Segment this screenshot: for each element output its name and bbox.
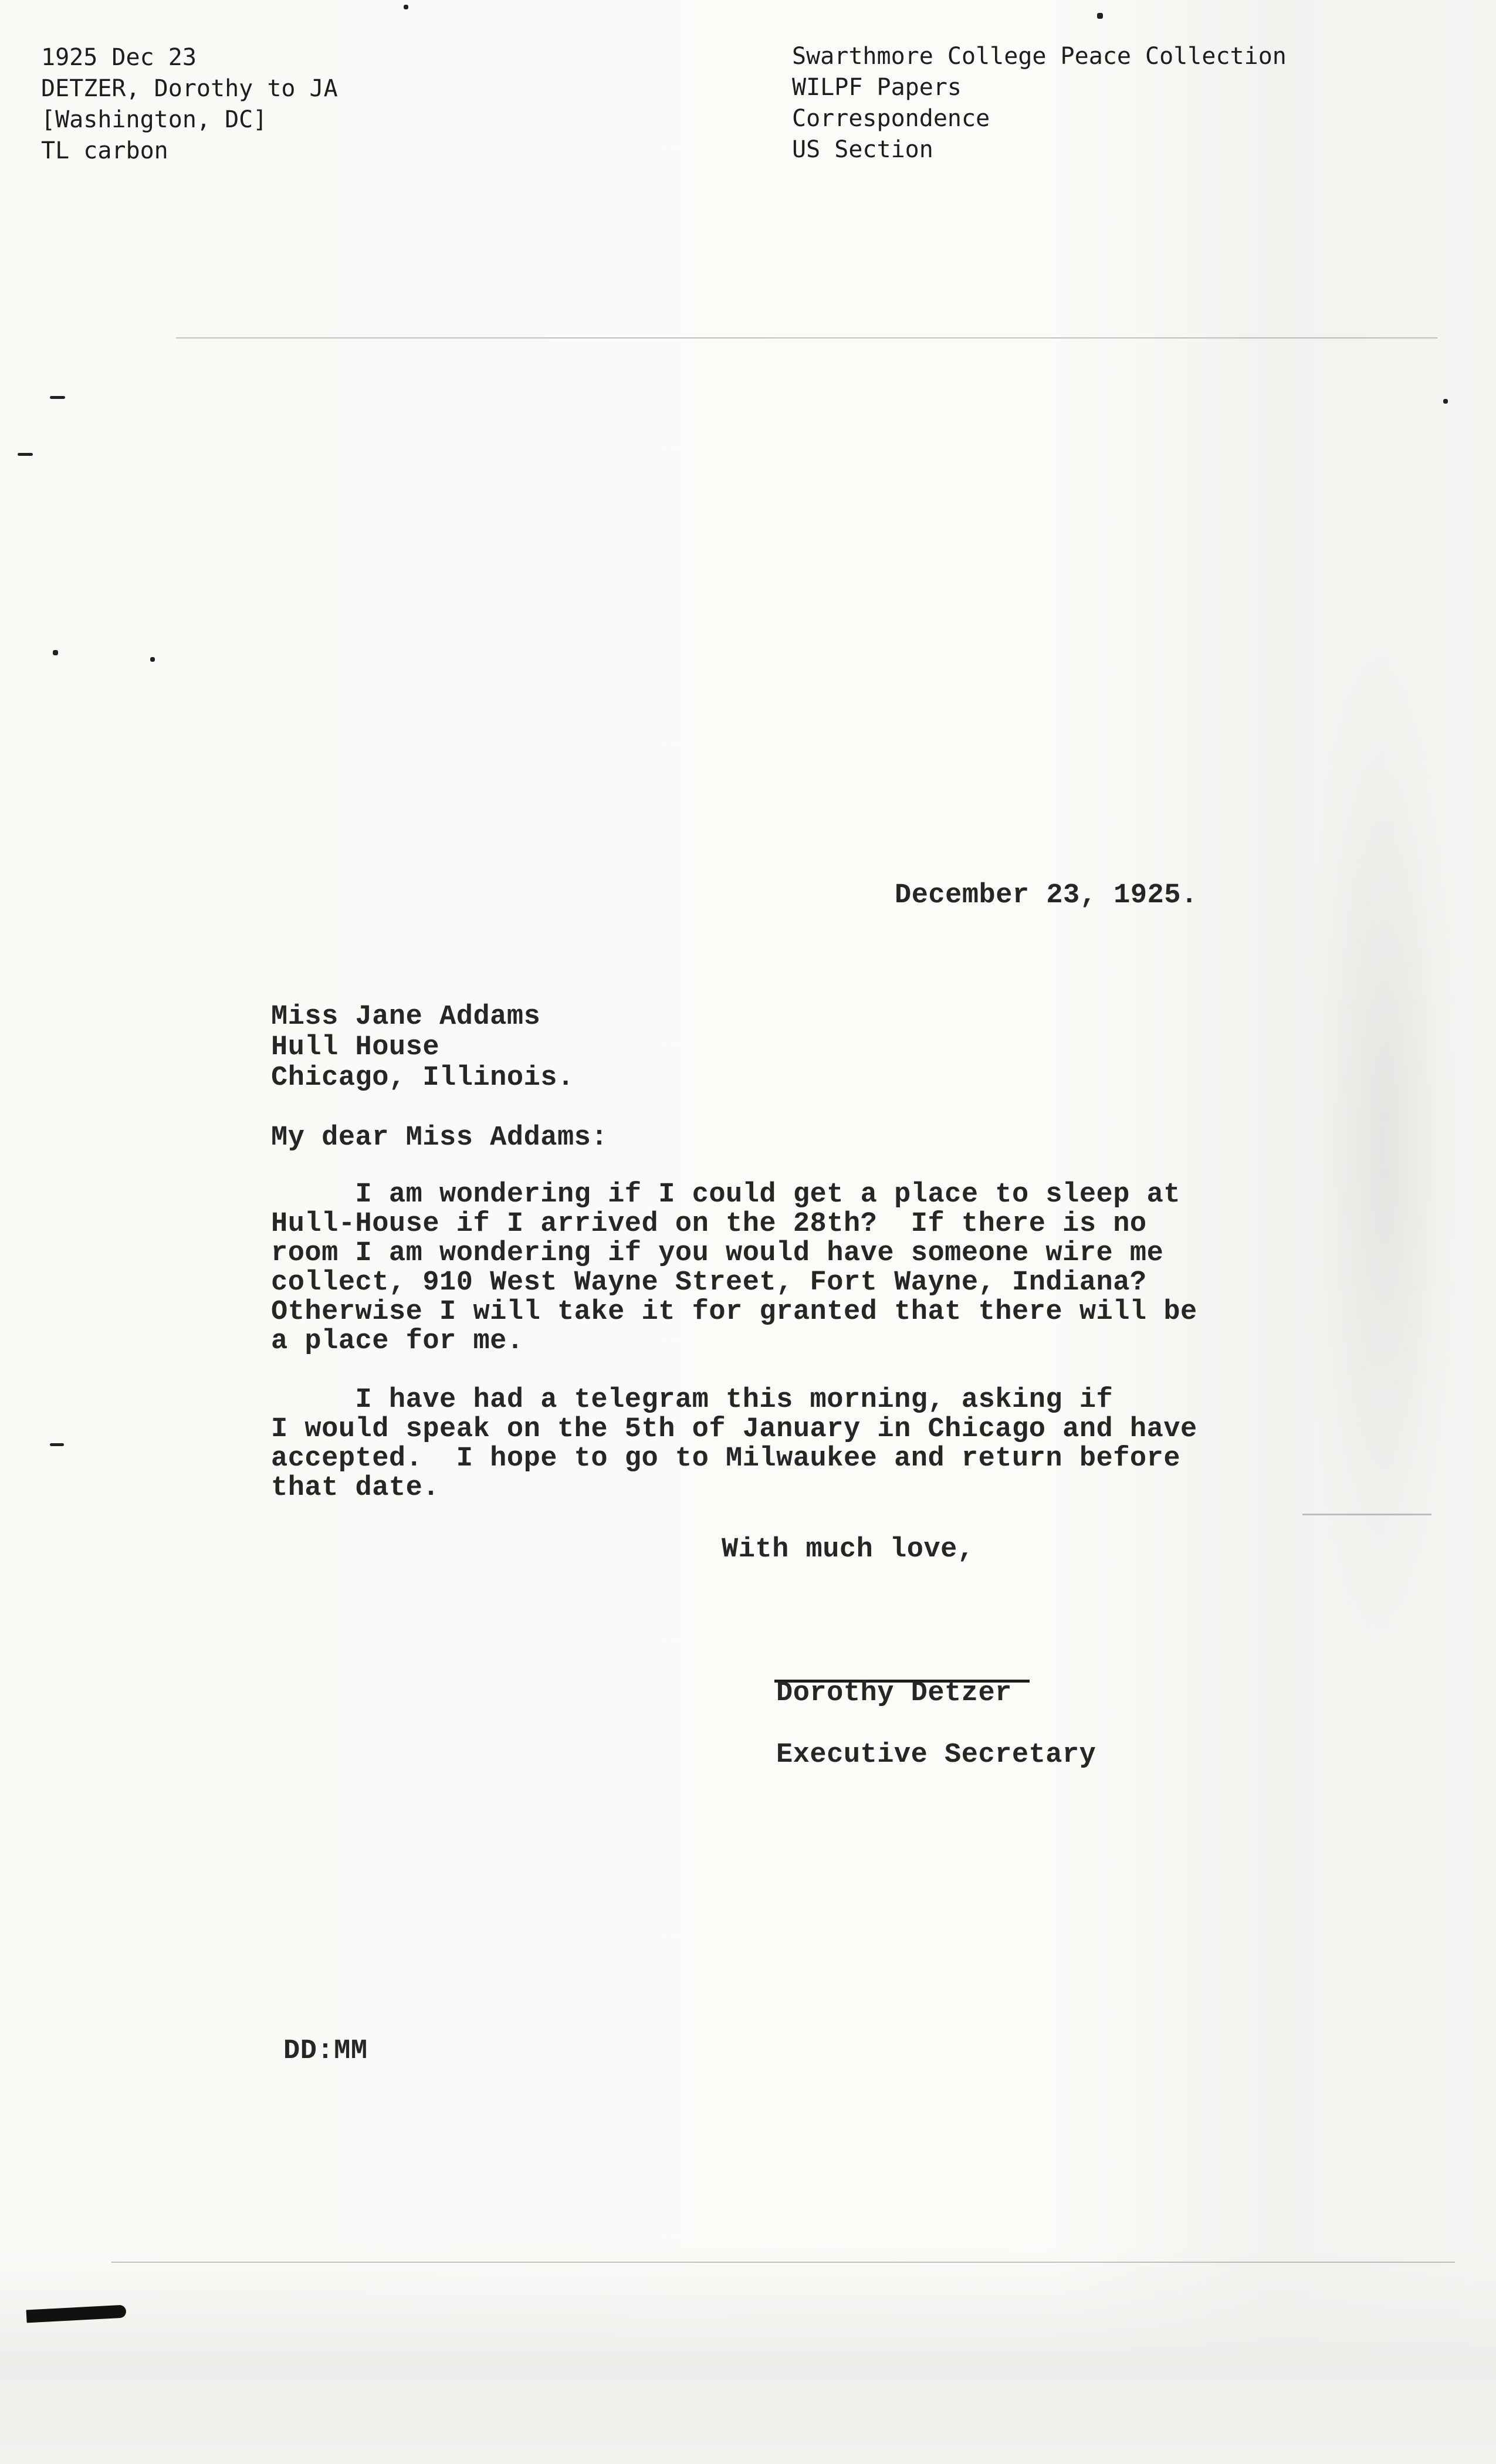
address-line: Chicago, Illinois. bbox=[271, 1062, 574, 1094]
catalog-place: [Washington, DC] bbox=[41, 106, 268, 133]
closing: With much love, bbox=[722, 1534, 974, 1565]
fold-line bbox=[176, 337, 1437, 339]
paragraph-line: room I am wondering if you would have someone wire me bbox=[271, 1238, 1164, 1269]
paragraph-line: I would speak on the 5th of January in Chicago and have bbox=[271, 1414, 1197, 1445]
ink-speck bbox=[404, 5, 408, 9]
catalog-collection: Swarthmore College Peace Collection bbox=[792, 43, 1287, 70]
ink-speck bbox=[150, 657, 155, 662]
body-paragraph-1 bbox=[271, 1180, 1197, 1356]
catalog-doc-type: TL carbon bbox=[41, 137, 168, 164]
catalog-papers: WILPF Papers bbox=[792, 74, 962, 101]
address-line: Miss Jane Addams bbox=[271, 1001, 541, 1033]
ink-speck bbox=[18, 453, 33, 456]
catalog-section: US Section bbox=[792, 136, 933, 163]
fold-line bbox=[1302, 1514, 1431, 1515]
catalog-date: 1925 Dec 23 bbox=[41, 44, 197, 71]
letter-date: December 23, 1925. bbox=[895, 880, 1198, 911]
salutation: My dear Miss Addams: bbox=[271, 1122, 608, 1153]
paragraph-line: accepted. I hope to go to Milwaukee and return before bbox=[271, 1443, 1181, 1474]
address-line: Hull House bbox=[271, 1032, 440, 1063]
ink-speck bbox=[50, 1443, 64, 1446]
signer-title: Executive Secretary bbox=[776, 1739, 1096, 1771]
page-bottom-band bbox=[0, 2247, 1496, 2464]
catalog-label-right bbox=[792, 41, 1287, 165]
catalog-correspondents: DETZER, Dorothy to JA bbox=[41, 75, 338, 102]
paragraph-line: collect, 910 West Wayne Street, Fort Wayne, Indiana? bbox=[271, 1267, 1147, 1298]
paragraph-line: Hull-House if I arrived on the 28th? If there is no bbox=[271, 1209, 1147, 1240]
catalog-label-left bbox=[41, 42, 338, 167]
ink-speck bbox=[1443, 399, 1448, 404]
body-paragraph-2 bbox=[271, 1386, 1197, 1503]
reference-initials: DD:MM bbox=[283, 2036, 368, 2067]
signature-name: Dorothy Detzer bbox=[776, 1678, 1012, 1709]
paragraph-line: I have had a telegram this morning, asking if bbox=[271, 1385, 1113, 1416]
carbon-smudge bbox=[1308, 645, 1461, 1643]
fold-line bbox=[111, 2262, 1455, 2263]
recipient-address bbox=[271, 1002, 574, 1094]
ink-speck bbox=[50, 396, 65, 399]
paragraph-line: Otherwise I will take it for granted that there will be bbox=[271, 1297, 1197, 1328]
paragraph-line: I am wondering if I could get a place to sleep at bbox=[271, 1179, 1181, 1210]
paragraph-line: that date. bbox=[271, 1473, 440, 1504]
ink-speck bbox=[1097, 13, 1103, 19]
catalog-series: Correspondence bbox=[792, 105, 990, 132]
paragraph-line: a place for me. bbox=[271, 1326, 524, 1357]
ink-speck bbox=[53, 650, 58, 655]
